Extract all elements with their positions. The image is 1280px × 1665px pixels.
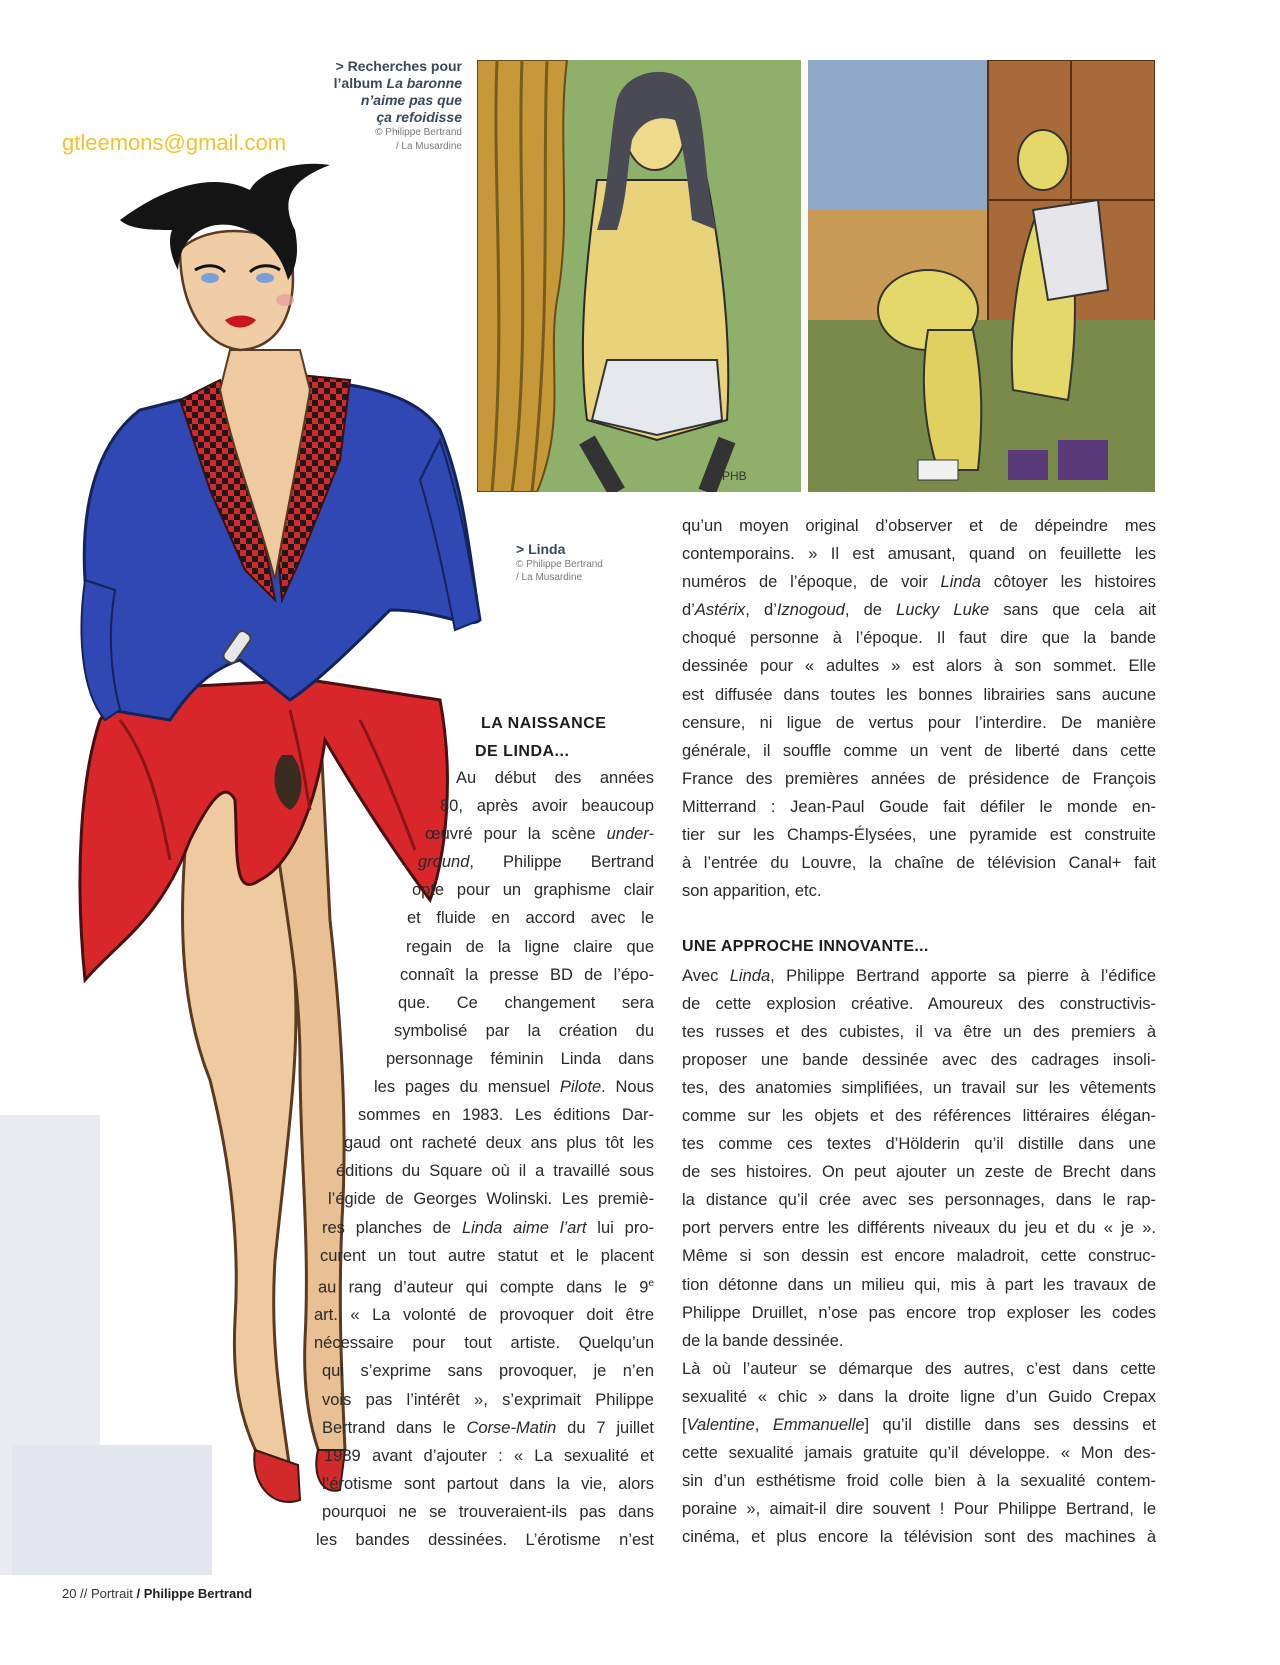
- text-line: cinéma, et plus encore la télévision sont des machines à: [682, 1528, 1156, 1547]
- text-line: symbolisé par la création du: [394, 1021, 654, 1040]
- text-line: dessinée pour « adultes » est alors à son sommet. Elle: [682, 657, 1156, 676]
- text-line: de ses histoires. On peut ajouter un zeste de Brecht dans: [682, 1163, 1156, 1182]
- text-line: comme sur les objets et des références littéraires élégan-: [682, 1106, 1156, 1125]
- caption-line: n’aime pas que: [360, 92, 462, 108]
- text-line: tier sur les Champs-Élysées, une pyramide est construite: [682, 826, 1156, 845]
- caption-line: ça refoidisse: [376, 109, 462, 125]
- text-line: France des premières années de présidence de François: [682, 769, 1156, 788]
- text-line: [Valentine, Emmanuelle] qu’il distille dans ses dessins et: [682, 1416, 1157, 1434]
- page-footer: [62, 1586, 252, 1601]
- text-line: à l’entrée du Louvre, la chaîne de télévision Canal+ fait: [682, 854, 1156, 873]
- caption-line: [240, 75, 462, 92]
- heading-line: LA NAISSANCE: [481, 715, 607, 732]
- watermark-email: gtleemons@gmail.com: [62, 130, 287, 155]
- signature-text: PHB: [722, 469, 747, 483]
- text-line: sin d’un esthétisme froid colle bien à la sexualité contem-: [682, 1472, 1156, 1491]
- body-column-right: [682, 512, 1156, 1551]
- middle-illustration: [477, 60, 801, 492]
- caption-credit: © Philippe Bertrand: [375, 127, 462, 138]
- text-line: choqué personne à l’époque. Il faut dire que la bande: [682, 629, 1156, 648]
- text-line: Même si son dessin est encore maladroit, cette construc-: [682, 1247, 1156, 1266]
- text-line: de la bande dessinée.: [682, 1331, 844, 1350]
- text-line: l’égide de Georges Wolinski. Les premiè-: [328, 1190, 654, 1209]
- heading-line: DE LINDA...: [475, 743, 570, 760]
- footer-name: Philippe Bertrand: [143, 1586, 253, 1601]
- text-line: opte pour un graphisme clair: [412, 881, 654, 900]
- text-line: tes, des anatomies simplifiées, un travail sur les vêtements: [682, 1078, 1156, 1097]
- text-line: connaît la presse BD de l’épo-: [400, 965, 654, 984]
- text-line: ground, Philippe Bertrand: [418, 853, 654, 872]
- text-line: poraine », aimait-il dire souvent ! Pour Philippe Bertrand, le: [682, 1500, 1156, 1519]
- caption-recherches: [240, 58, 462, 154]
- text-line: et fluide en accord avec le: [407, 909, 654, 928]
- text-line: les pages du mensuel Pilote. Nous: [374, 1078, 654, 1097]
- text-line: censure, ni ligue de vertus pour l’interdire. De manière: [682, 713, 1156, 732]
- text-line: les bandes dessinées. L’érotisme n’est: [316, 1531, 654, 1550]
- text-line: tes russes et des cubistes, il va être un des premiers à: [682, 1022, 1156, 1041]
- caption-line: > Recherches pour: [335, 58, 462, 74]
- text-line: la distance qu’il crée avec ses personnages, dans le rap-: [682, 1191, 1156, 1210]
- section-heading-approche: UNE APPROCHE INNOVANTE...: [682, 938, 929, 956]
- text-line: pourquoi ne se trouveraient-ils pas dans: [322, 1502, 654, 1521]
- text-line: port pervers entre les différents niveaux du jeu et du « je ».: [682, 1219, 1156, 1238]
- text-line: numéros de l’époque, de voir Linda côtoyer les histoires: [682, 573, 1156, 592]
- text-line: art. « La volonté de provoquer doit être: [314, 1306, 654, 1325]
- text-line: qui s’exprime sans provoquer, je n’en: [322, 1362, 654, 1381]
- text-line: l’érotisme sont partout dans la vie, alors: [322, 1474, 654, 1493]
- text-line: regain de la ligne claire que: [406, 937, 654, 956]
- right-illustration: [808, 60, 1155, 492]
- caption-credit: / La Musardine: [395, 141, 462, 152]
- caption-text: l’album: [333, 75, 387, 91]
- text-line: que. Ce changement sera: [398, 993, 654, 1012]
- text-line: sexualité « chic » dans la droite ligne d’un Guido Crepax: [682, 1387, 1156, 1406]
- text-line: cette sexualité jamais gratuite qu’il développe. « Mon des-: [682, 1444, 1156, 1463]
- body-column-left: [0, 764, 654, 1554]
- text-line: Bertrand dans le Corse-Matin du 7 juillet: [322, 1418, 654, 1437]
- text-line: son apparition, etc.: [682, 882, 822, 901]
- text-line: Là où l’auteur se démarque des autres, c’est dans cette: [682, 1359, 1156, 1378]
- page-number: 20: [62, 1586, 77, 1601]
- text-line: tes comme ces textes d’Hölderin qu’il distille dans une: [682, 1135, 1156, 1154]
- text-line: 80, après avoir beaucoup: [440, 797, 654, 816]
- text-line: Philippe Druillet, n’ose pas encore trop exploser les codes: [682, 1303, 1156, 1322]
- text-line: sommes en 1983. Les éditions Dar-: [358, 1106, 654, 1125]
- text-line: 1989 avant d’ajouter : « La sexualité et: [324, 1446, 654, 1465]
- text-line: contemporains. » Il est amusant, quand on feuillette les: [682, 545, 1156, 564]
- footer-slash: /: [136, 1586, 141, 1601]
- caption-credit: / La Musardine: [516, 572, 583, 583]
- caption-album-title: La baronne: [386, 75, 462, 91]
- text-line: curent un tout autre statut et le placent: [320, 1246, 654, 1265]
- text-line: Au début des années: [456, 769, 654, 787]
- text-line: de cette explosion créative. Amoureux des constructivis-: [682, 994, 1156, 1013]
- text-line: tion détonne dans un milieu qui, mis à part les travaux de: [682, 1275, 1156, 1294]
- text-line: éditions du Square où il a travaillé sous: [336, 1162, 654, 1181]
- caption-linda: [516, 541, 676, 584]
- text-line: personnage féminin Linda dans: [386, 1049, 654, 1068]
- text-line: qu’un moyen original d’observer et de dépeindre mes: [682, 517, 1156, 535]
- section-heading-naissance: [455, 710, 655, 766]
- text-line: gaud ont racheté deux ans plus tôt les: [344, 1134, 654, 1153]
- text-line: d’Astérix, d’Iznogoud, de Lucky Luke sans que cela ait: [682, 601, 1157, 620]
- blank-line: [682, 905, 1156, 933]
- text-line: est diffusée dans toutes les bonnes librairies sans aucune: [682, 685, 1156, 704]
- text-line: Mitterrand : Jean-Paul Goude fait défiler le monde en-: [682, 797, 1156, 816]
- text-line: vois pas l’intérêt », s’exprimait Philippe: [322, 1390, 654, 1409]
- text-line: res planches de Linda aime l’art lui pro-: [322, 1218, 654, 1237]
- caption-credit: © Philippe Bertrand: [516, 559, 603, 570]
- footer-separator: //: [80, 1586, 88, 1601]
- text-line: Avec Linda, Philippe Bertrand apporte sa pierre à l’édifice: [682, 966, 1156, 985]
- caption-title: > Linda: [516, 541, 566, 557]
- text-line: générale, il souffle comme un vent de liberté dans cette: [682, 741, 1156, 760]
- text-line: au rang d’auteur qui compte dans le 9e: [318, 1277, 654, 1297]
- text-line: nécessaire pour tout artiste. Quelqu’un: [314, 1334, 654, 1353]
- text-line: œuvré pour la scène under-: [425, 825, 654, 844]
- text-line: proposer une bande dessinée avec des cadrages insoli-: [682, 1050, 1156, 1069]
- footer-section: Portrait: [90, 1586, 133, 1601]
